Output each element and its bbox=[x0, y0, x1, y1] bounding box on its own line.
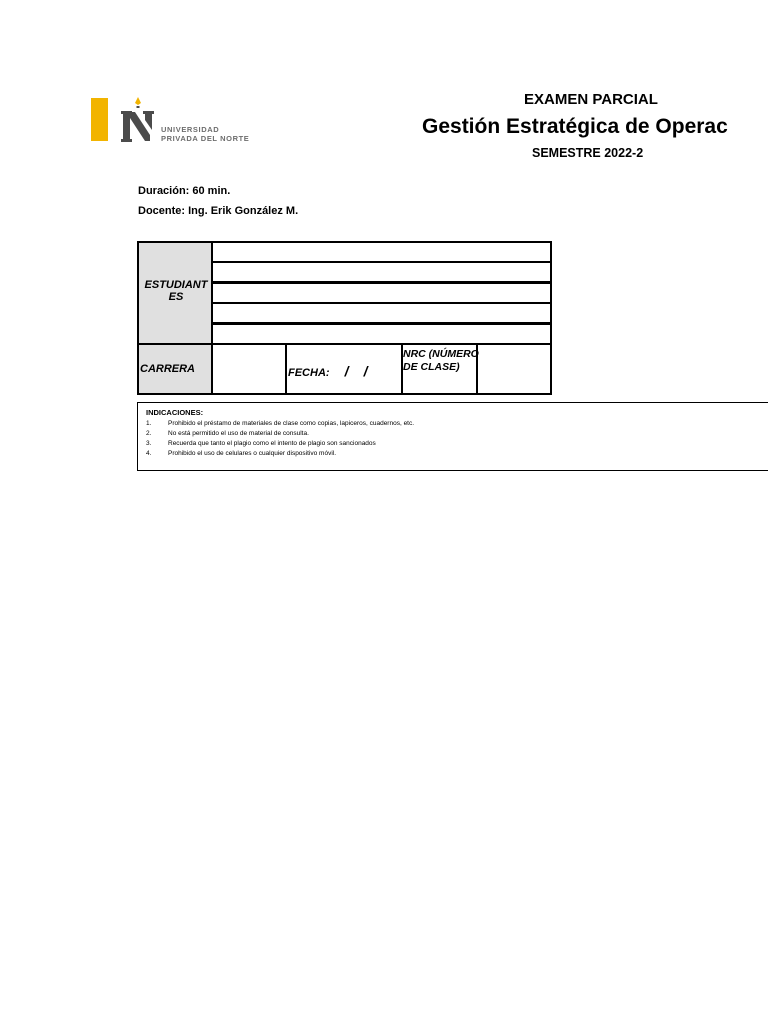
instruction-number: 3. bbox=[146, 440, 152, 447]
nrc-label: NRC (NÚMERO DE CLASE) bbox=[403, 348, 479, 373]
logo-text-line2: PRIVADA DEL NORTE bbox=[161, 133, 250, 143]
instructions-list bbox=[146, 419, 414, 459]
instruction-item bbox=[146, 449, 414, 459]
date-separator-1: / bbox=[344, 363, 349, 379]
student-name-field-5[interactable] bbox=[211, 323, 552, 345]
logo-text bbox=[161, 126, 249, 143]
course-title: Gestión Estratégica de Operac bbox=[422, 115, 728, 138]
student-name-field-1[interactable] bbox=[211, 241, 552, 263]
student-name-field-2[interactable] bbox=[211, 261, 552, 283]
semester-label: SEMESTRE 2022-2 bbox=[532, 146, 644, 160]
exam-label: EXAMEN PARCIAL bbox=[524, 91, 658, 108]
university-logo bbox=[91, 97, 281, 143]
instructions-title: INDICACIONES: bbox=[146, 408, 204, 417]
logo-yellow-bar bbox=[91, 98, 108, 141]
instruction-text: No está permitido el uso de material de consulta. bbox=[168, 430, 309, 437]
logo-text-line1: UNIVERSIDAD bbox=[161, 125, 220, 134]
date-label-group bbox=[288, 363, 367, 379]
instruction-item bbox=[146, 429, 414, 439]
date-label: FECHA: bbox=[288, 367, 330, 379]
career-label: CARRERA bbox=[140, 363, 195, 375]
nrc-label-cell bbox=[401, 343, 478, 395]
date-field[interactable] bbox=[285, 343, 403, 395]
instruction-item bbox=[146, 439, 414, 449]
instruction-number: 1. bbox=[146, 420, 152, 427]
student-info-table bbox=[137, 241, 552, 395]
date-separator-2: / bbox=[363, 363, 368, 379]
instruction-text: Prohibido el préstamo de materiales de clase como copias, lapiceros, cuadernos, etc. bbox=[168, 420, 415, 427]
career-label-cell bbox=[137, 343, 213, 395]
instruction-text: Prohibido el uso de celulares o cualquier dispositivo móvil. bbox=[168, 450, 337, 457]
career-field[interactable] bbox=[211, 343, 287, 395]
instruction-number: 2. bbox=[146, 430, 152, 437]
nrc-field[interactable] bbox=[476, 343, 552, 395]
instructions-box bbox=[137, 402, 768, 471]
students-label: ESTUDIANTES bbox=[144, 279, 208, 303]
instruction-number: 4. bbox=[146, 450, 152, 457]
student-name-field-3[interactable] bbox=[211, 282, 552, 304]
exam-duration: Duración: 60 min. bbox=[138, 185, 231, 197]
logo-n-mark-icon bbox=[121, 97, 155, 143]
students-label-cell bbox=[137, 241, 213, 345]
instruction-text: Recuerda que tanto el plagio como el intento de plagio son sancionados bbox=[168, 440, 376, 447]
student-name-field-4[interactable] bbox=[211, 302, 552, 324]
instruction-item bbox=[146, 419, 414, 429]
teacher-name: Docente: Ing. Erik González M. bbox=[138, 205, 299, 217]
